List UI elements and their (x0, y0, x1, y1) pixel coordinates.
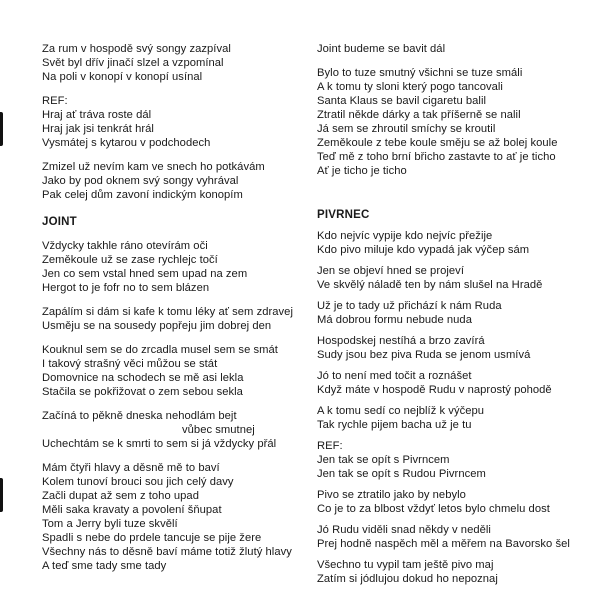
lyric-line: Sudy jsou bez piva Ruda se jenom usmívá (317, 349, 531, 361)
lyric-line: Bylo to tuze smutný všichni se tuze smáli (317, 67, 523, 79)
lyric-line: Jen tak se opít s Pivrncem (317, 454, 450, 466)
lyric-line: Jó Rudu viděli snad někdy v neděli (317, 524, 491, 536)
lyric-line: Kouknul sem se do zrcadla musel sem se smát (42, 344, 278, 356)
lyric-line: Všechny nás to děsně baví máme totiž žlutý hlavy (42, 546, 292, 558)
lyric-line: Kdo pivo miluje kdo vypadá jak výčep sám (317, 244, 530, 256)
lyric-line: Ve skvělý náladě ten by nám slušel na Hradě (317, 279, 543, 291)
lyric-line: Usměju se na sousedy popřeju jim dobrej den (42, 320, 272, 332)
lyric-line: Santa Klaus se bavil cigaretu balil (317, 95, 487, 107)
refrain-label: REF: (42, 95, 68, 107)
lyric-line: Zmizel už nevím kam ve snech ho potkávám (42, 161, 265, 173)
lyric-line: Jen se objeví hned se projeví (317, 265, 464, 277)
lyric-line: Když máte v hospodě Rudu v naprostý pohodě (317, 384, 552, 396)
left-page-edge-mark-top (0, 112, 3, 146)
lyric-line: Pak celej dům zavoní indickým konopím (42, 189, 243, 201)
song-title-pivrnec: PIVRNEC (317, 209, 370, 221)
lyric-line: Jen tak se opít s Rudou Pivrncem (317, 468, 486, 480)
lyric-line: Kolem tunoví brouci sou jich celý davy (42, 476, 234, 488)
lyric-line: Má dobrou formu nebude nuda (317, 314, 472, 326)
lyric-line: Domovnice na schodech se mě asi lekla (42, 372, 244, 384)
lyric-line: Na poli v konopí v konopí usínal (42, 71, 203, 83)
lyric-line: Začíná to pěkně dneska nehodlám bejt (42, 410, 237, 422)
lyric-line: A k tomu sedí co nejblíž k výčepu (317, 405, 485, 417)
lyric-line: Jen co sem vstal hned sem upad na zem (42, 268, 248, 280)
lyric-line: Hraj ať tráva roste dál (42, 109, 152, 121)
lyric-line: Co je to za blbost vždyť letos bylo chmelu dost (317, 503, 550, 515)
lyric-line: Zapálím si dám si kafe k tomu léky ať sem zdravej (42, 306, 293, 318)
left-page-edge-mark-bottom (0, 478, 3, 512)
lyric-line: Hraj jak jsi tenkrát hrál (42, 123, 154, 135)
lyric-line: Ztratil někde dárky a tak příšerně se nalil (317, 109, 521, 121)
lyric-line: Pivo se ztratilo jako by nebylo (317, 489, 466, 501)
lyric-line: Hospodskej nestíhá a brzo zavírá (317, 335, 485, 347)
lyric-line: I takový strašný věci můžou se stát (42, 358, 218, 370)
lyric-line: Vysmátej s kytarou v podchodech (42, 137, 211, 149)
lyric-line: Tak rychle pijem bacha už je tu (317, 419, 472, 431)
lyric-line: Kdo nejvíc vypije kdo nejvíc přežije (317, 230, 493, 242)
lyric-line: Stačila se pokřižovat o zem sebou sekla (42, 386, 243, 398)
lyric-line: Ať je ticho je ticho (317, 165, 407, 177)
lyric-line: Zeměkoule už se zase rychlejc točí (42, 254, 218, 266)
lyric-line: Už je to tady už přichází k nám Ruda (317, 300, 502, 312)
lyric-line: Svět byl dřív jinačí slzel a vzpomínal (42, 57, 224, 69)
lyric-line: Tom a Jerry byli tuze skvělí (42, 518, 178, 530)
lyric-line: Zatím si jódlujou dokud ho nepoznaj (317, 573, 498, 585)
lyric-line: Začli dupat až sem z toho upad (42, 490, 199, 502)
lyric-line: Zeměkoule z tebe koule směju se až bolej koule (317, 137, 558, 149)
lyric-line: Měli saka kravaty a povolení šňupat (42, 504, 222, 516)
lyric-line: Hergot to je fofr no to sem blázen (42, 282, 210, 294)
lyric-line-continuation: vůbec smutnej (182, 424, 255, 436)
lyric-line: Spadli s nebe do prdele tancuje se pije žere (42, 532, 262, 544)
lyric-line: Já sem se zhroutil smíchy se kroutil (317, 123, 496, 135)
lyric-line: A k tomu ty sloni který pogo tancovali (317, 81, 503, 93)
lyric-line: Teď mě z toho brní břicho zastavte to ať je ticho (317, 151, 556, 163)
lyric-line: Všechno tu vypil tam ještě pivo maj (317, 559, 494, 571)
refrain-label: REF: (317, 440, 343, 452)
lyric-line: Joint budeme se bavit dál (317, 43, 446, 55)
lyric-line: Vždycky takhle ráno otevírám oči (42, 240, 208, 252)
lyric-line: Jako by pod oknem svý songy vyhrával (42, 175, 239, 187)
lyric-line: Mám čtyři hlavy a děsně mě to baví (42, 462, 220, 474)
lyric-line: Uchechtám se k smrti to sem si já vždycky přál (42, 438, 277, 450)
lyric-line: A teď sme tady sme tady (42, 560, 167, 572)
lyric-line: Prej hodně naspěch měl a měřem na Bavorsko šel (317, 538, 570, 550)
lyric-line: Za rum v hospodě svý songy zazpíval (42, 43, 231, 55)
song-title-joint: JOINT (42, 216, 77, 228)
lyric-line: Jó to není med točit a roznášet (317, 370, 472, 382)
